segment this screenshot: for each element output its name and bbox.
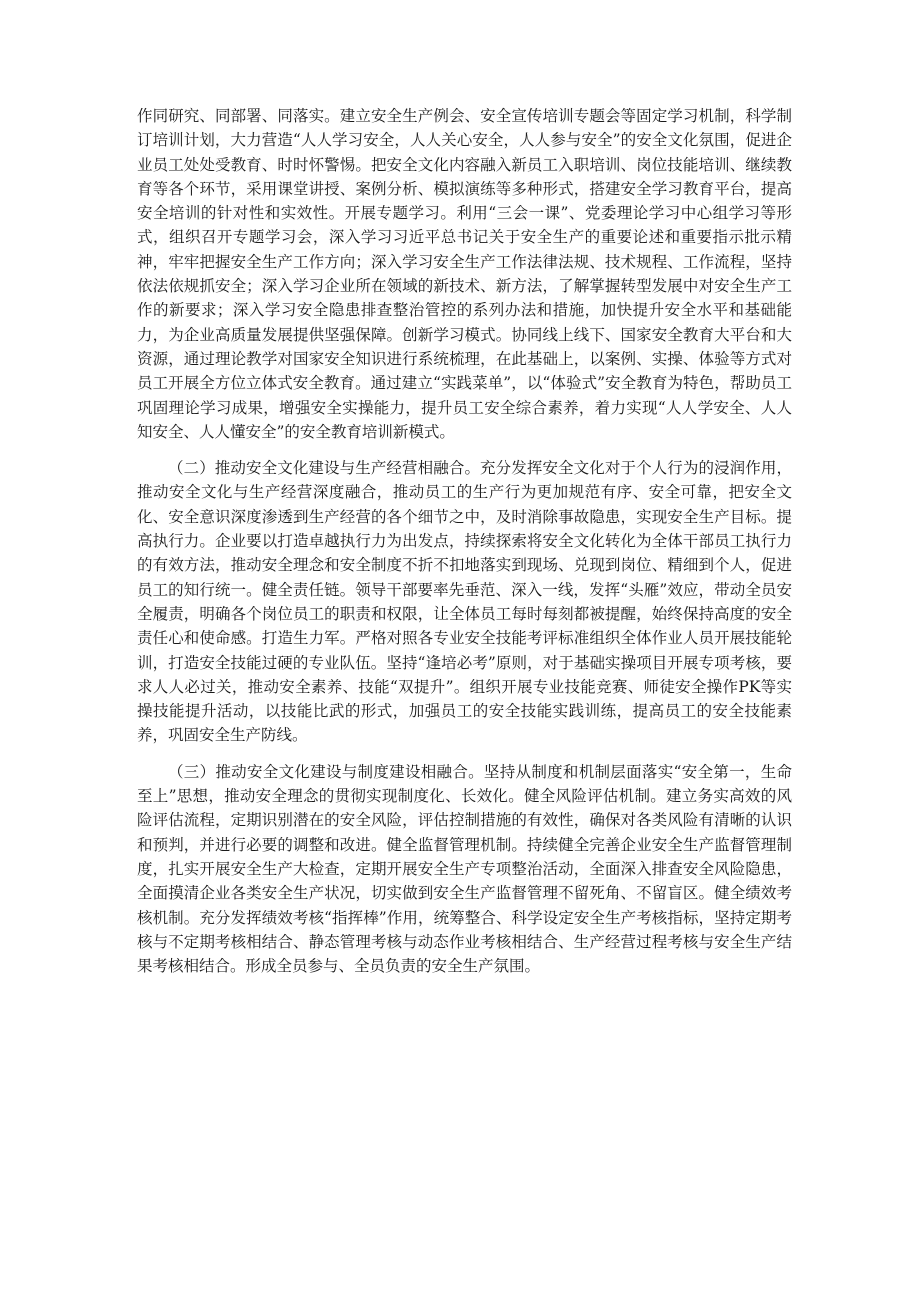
paragraph-section-three: （三）推动安全文化建设与制度建设相融合。坚持从制度和机制层面落实“安全第一，生命至上”思想，推动安全理念的贯彻实现制度化、长效化。健全风险评估机制。建立务实高效的风险评估流程，定期识别潜在的安全风险，评估控制措施的有效性，确保对各类风险有清晰的认识和预判，并进行必要的调整和改进。健全监督管理机制。持续健全完善企业安全生产监督管理制度，扎实开展安全生产大检查，定期开展安全生产专项整治活动，全面深入排查安全风险隐患，全面摸清企业各类安全生产状况，切实做到安全生产监督管理不留死角、不留盲区。健全绩效考核机制。充分发挥绩效考核“指挥棒”作用，统筹整合、科学设定安全生产考核指标，坚持定期考核与不定期考核相结合、静态管理考核与动态作业考核相结合、生产经营过程考核与安全生产结果考核相结合。形成全员参与、全员负责的安全生产氛围。 [137, 762, 792, 976]
document-body [137, 104, 792, 990]
paragraph-section-two: （二）推动安全文化建设与生产经营相融合。充分发挥安全文化对于个人行为的浸润作用，推动安全文化与生产经营深度融合，推动员工的生产行为更加规范有序、安全可靠，把安全文化、安全意识深度渗透到生产经营的各个细节之中，及时消除事故隐患，实现安全生产目标。提高执行力。企业要以打造卓越执行力为出发点，持续探索将安全文化转化为全体干部员工执行力的有效方法，推动安全理念和安全制度不折不扣地落实到现场、兑现到岗位、精细到个人，促进员工的知行统一。健全责任链。领导干部要率先垂范、深入一线，发挥“头雁”效应，带动全员安全履责，明确各个岗位员工的职责和权限，让全体员工每时每刻都被提醒，始终保持高度的安全责任心和使命感。打造生力军。严格对照各专业安全技能考评标准组织全体作业人员开展技能轮训，打造安全技能过硬的专业队伍。坚持“逢培必考”原则，对于基础实操项目开展专项考核，要求人人必过关，推动安全素养、技能“双提升”。组织开展专业技能竞赛、师徒安全操作PK等实操技能提升活动，以技能比武的形式，加强员工的安全技能实践训练，提高员工的安全技能素养，巩固安全生产防线。 [137, 459, 792, 745]
paragraph-continuation: 作同研究、同部署、同落实。建立安全生产例会、安全宣传培训专题会等固定学习机制，科学制订培训计划，大力营造“人人学习安全，人人关心安全，人人参与安全”的安全文化氛围，促进企业员工处处受教育、时时怀警惕。把安全文化内容融入新员工入职培训、岗位技能培训、继续教育等各个环节，采用课堂讲授、案例分析、模拟演练等多种形式，搭建安全学习教育平台，提高安全培训的针对性和实效性。开展专题学习。利用“三会一课”、党委理论学习中心组学习等形式，组织召开专题学习会，深入学习习近平总书记关于安全生产的重要论述和重要指示批示精神，牢牢把握安全生产工作方向；深入学习安全生产工作法律法规、技术规程、工作流程，坚持依法依规抓安全；深入学习企业所在领域的新技术、新方法，了解掌握转型发展中对安全生产工作的新要求；深入学习安全隐患排查整治管控的系列办法和措施，加快提升安全水平和基础能力，为企业高质量发展提供坚强保障。创新学习模式。协同线上线下、国家安全教育大平台和大资源，通过理论教学对国家安全知识进行系统梳理，在此基础上，以案例、实操、体验等方式对员工开展全方位立体式安全教育。通过建立“实践菜单”，以“体验式”安全教育为特色，帮助员工巩固理论学习成果，增强安全实操能力，提升员工安全综合素养，着力实现“人人学安全、人人知安全、人人懂安全”的安全教育培训新模式。 [137, 107, 792, 441]
